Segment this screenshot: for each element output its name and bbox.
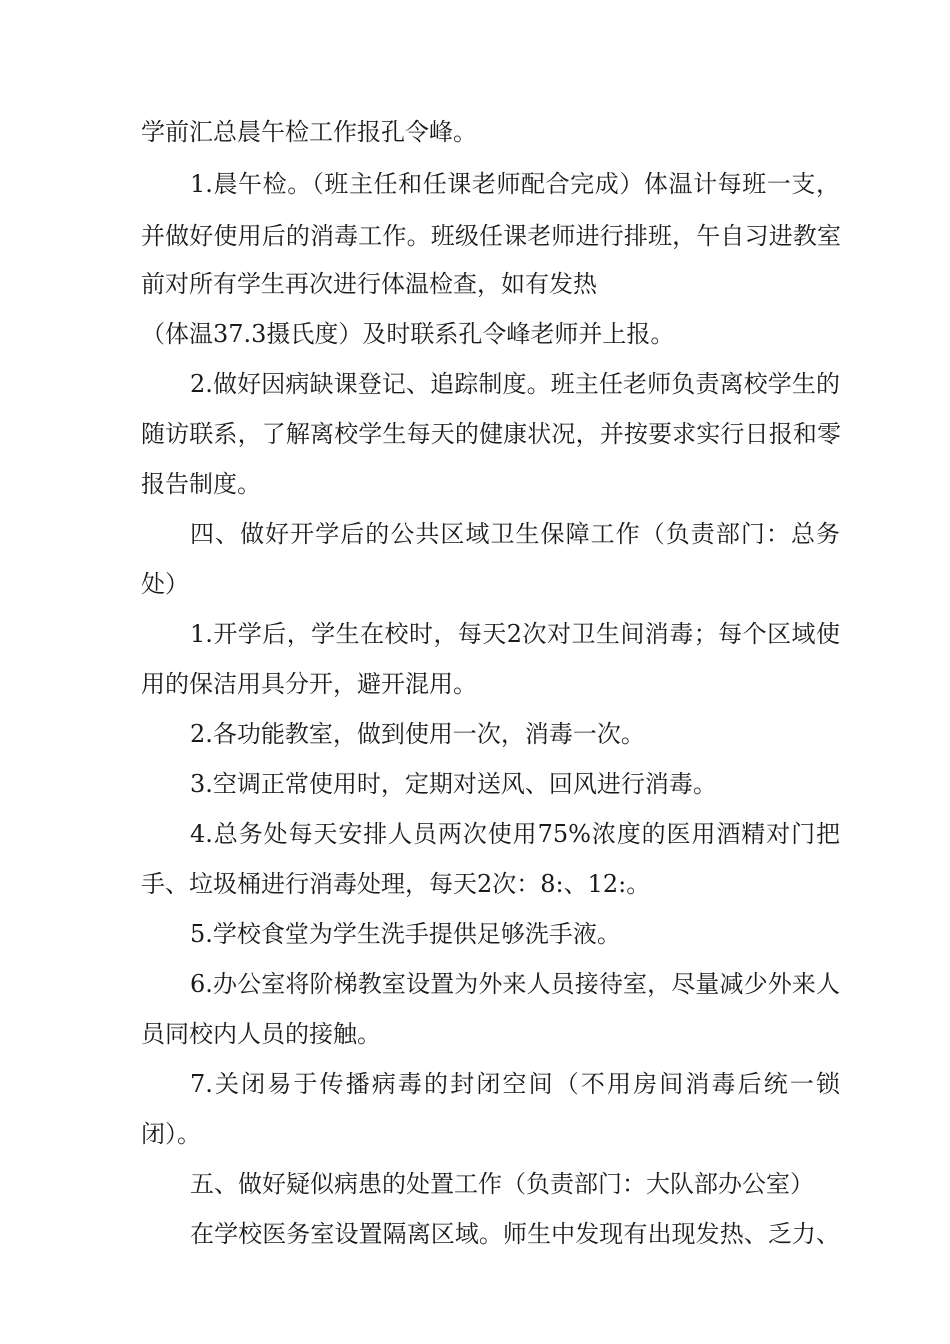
text-line: 员同校内人员的接触。 — [141, 1020, 381, 1048]
text-line: 学前汇总晨午检工作报孔令峰。 — [141, 118, 477, 146]
text-line: 处） — [141, 570, 189, 598]
text-line: 3.空调正常使用时，定期对送风、回风进行消毒。 — [190, 770, 717, 798]
text-line: 用的保洁用具分开，避开混用。 — [141, 670, 477, 698]
text-line: 6.办公室将阶梯教室设置为外来人员接待室，尽量减少外来人 — [190, 970, 840, 998]
text-line: 闭）。 — [141, 1120, 201, 1148]
text-line: 1.晨午检。（班主任和任课老师配合完成）体温计每班一支， — [190, 170, 840, 198]
text-line: 7.关闭易于传播病毒的封闭空间（不用房间消毒后统一锁 — [190, 1070, 840, 1098]
text-line: 四、做好开学后的公共区域卫生保障工作（负责部门：总务 — [190, 520, 840, 548]
text-line: 在学校医务室设置隔离区域。师生中发现有出现发热、乏力、 — [190, 1220, 840, 1248]
text-line: 随访联系，了解离校学生每天的健康状况，并按要求实行日报和零 — [141, 420, 841, 448]
text-line: 报告制度。 — [141, 470, 261, 498]
text-line: 并做好使用后的消毒工作。班级任课老师进行排班，午自习进教室 — [141, 222, 841, 250]
text-line: 手、垃圾桶进行消毒处理，每天2次：8:、12:。 — [141, 870, 651, 898]
text-line: （体温37.3摄氏度）及时联系孔令峰老师并上报。 — [141, 320, 675, 348]
text-line: 五、做好疑似病患的处置工作（负责部门：大队部办公室） — [190, 1170, 814, 1198]
text-line: 2.各功能教室，做到使用一次，消毒一次。 — [190, 720, 645, 748]
text-line: 1.开学后，学生在校时，每天2次对卫生间消毒；每个区域使 — [190, 620, 840, 648]
text-line: 前对所有学生再次进行体温检查，如有发热 — [141, 270, 597, 298]
text-line: 5.学校食堂为学生洗手提供足够洗手液。 — [190, 920, 621, 948]
text-line: 2.做好因病缺课登记、追踪制度。班主任老师负责离校学生的 — [190, 370, 840, 398]
text-line: 4.总务处每天安排人员两次使用75%浓度的医用酒精对门把 — [190, 820, 840, 848]
